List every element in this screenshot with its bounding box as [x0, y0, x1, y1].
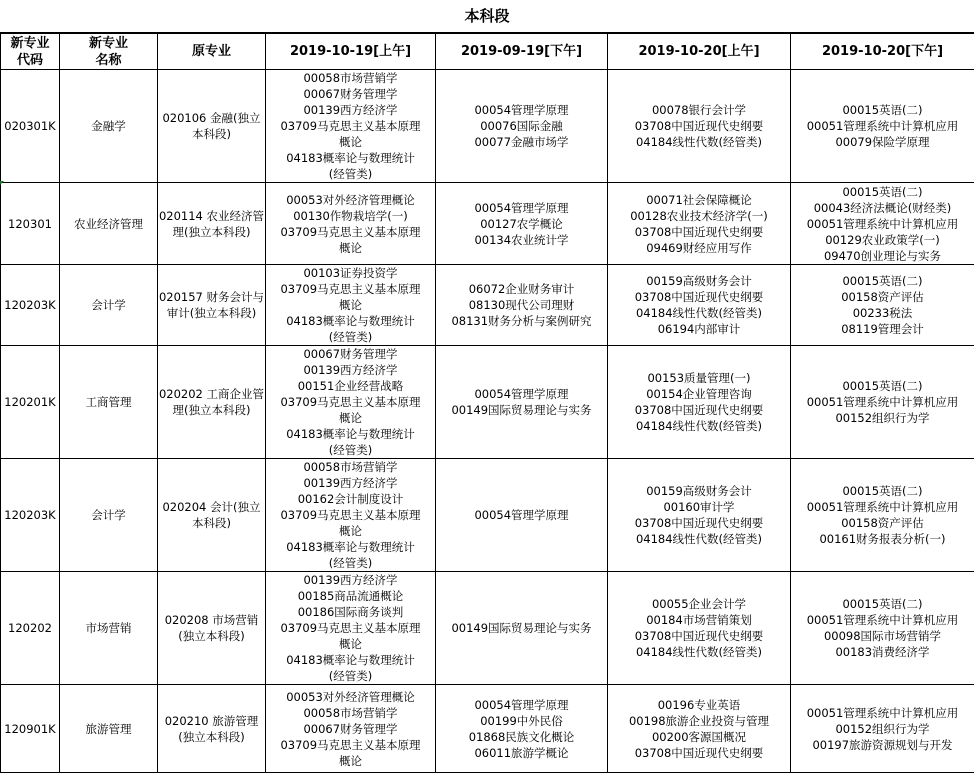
session-2-courses — [436, 346, 608, 459]
course-line: 03709马克思主义基本原理 — [266, 737, 435, 753]
course-line: 00054管理学原理 — [436, 386, 607, 402]
course-line: 00149国际贸易理论与实务 — [436, 402, 607, 418]
original-major: 020204 会计(独立本科段) — [158, 459, 266, 572]
course-line: 00015英语(二) — [791, 596, 974, 612]
new-major-code: 120201K — [1, 346, 60, 459]
course-line: 00152组织行为学 — [791, 721, 974, 737]
original-major: 020114 农业经济管理(独立本科段) — [158, 183, 266, 265]
course-line: 08131财务分析与案例研究 — [436, 313, 607, 329]
course-line: 00139西方经济学 — [266, 102, 435, 118]
new-major-name: 会计学 — [60, 265, 158, 346]
course-line: 04184线性代数(经管类) — [608, 644, 790, 660]
course-line: 00160审计学 — [608, 499, 790, 515]
course-line: 03709马克思主义基本原理 — [266, 118, 435, 134]
session-1-courses — [266, 183, 436, 265]
course-line: 00055企业会计学 — [608, 596, 790, 612]
course-line: 00053对外经济管理概论 — [266, 192, 435, 208]
course-line: 00098国际市场营销学 — [791, 628, 974, 644]
course-line: 04184线性代数(经管类) — [608, 305, 790, 321]
course-line: 00200客源国概况 — [608, 729, 790, 745]
course-line: 03709马克思主义基本原理 — [266, 224, 435, 240]
session-2-courses — [436, 183, 608, 265]
course-line: 00158资产评估 — [791, 289, 974, 305]
course-line: 00054管理学原理 — [436, 697, 607, 713]
new-major-name: 市场营销 — [60, 572, 158, 685]
header-new-name: 新专业 名称 — [60, 34, 158, 70]
header-new-code: 新专业 代码 — [1, 34, 60, 70]
session-2-courses — [436, 572, 608, 685]
course-line: 00103证券投资学 — [266, 265, 435, 281]
course-line: 04183概率论与数理统计 — [266, 426, 435, 442]
course-line: 00185商品流通概论 — [266, 588, 435, 604]
new-major-name: 会计学 — [60, 459, 158, 572]
course-line: 00054管理学原理 — [436, 200, 607, 216]
course-line: 概论 — [266, 240, 435, 256]
course-line: 03708中国近现代史纲要 — [608, 118, 790, 134]
session-4-courses — [791, 459, 974, 572]
session-1-courses — [266, 346, 436, 459]
course-line: 00139西方经济学 — [266, 572, 435, 588]
course-line: 00128农业技术经济学(一) — [608, 208, 790, 224]
course-line: 04183概率论与数理统计 — [266, 150, 435, 166]
course-line: 00015英语(二) — [791, 102, 974, 118]
course-line: 00153质量管理(一) — [608, 370, 790, 386]
original-major: 020202 工商企业管理(独立本科段) — [158, 346, 266, 459]
course-line: 00043经济法概论(财经类) — [791, 200, 974, 216]
session-2-courses — [436, 459, 608, 572]
course-line: 00071社会保障概论 — [608, 192, 790, 208]
header-session-2: 2019-09-19[下午] — [436, 34, 608, 70]
course-line: 00183消费经济学 — [791, 644, 974, 660]
course-line: 00162会计制度设计 — [266, 491, 435, 507]
course-line: 00161财务报表分析(一) — [791, 531, 974, 547]
course-line: 00154企业管理咨询 — [608, 386, 790, 402]
course-line: 00127农学概论 — [436, 216, 607, 232]
course-line: 00015英语(二) — [791, 378, 974, 394]
course-line: 概论 — [266, 753, 435, 769]
session-4-courses — [791, 685, 974, 773]
course-line: 00151企业经营战略 — [266, 378, 435, 394]
new-major-name: 旅游管理 — [60, 685, 158, 773]
course-line: 00233税法 — [791, 305, 974, 321]
course-line: 04184线性代数(经管类) — [608, 418, 790, 434]
course-line: 06072企业财务审计 — [436, 281, 607, 297]
new-major-name: 工商管理 — [60, 346, 158, 459]
course-line: 00139西方经济学 — [266, 475, 435, 491]
course-line: (经管类) — [266, 166, 435, 182]
course-line: 03709马克思主义基本原理 — [266, 394, 435, 410]
comment-marker — [0, 181, 4, 185]
course-line: 概论 — [266, 523, 435, 539]
course-line: (经管类) — [266, 555, 435, 571]
new-major-code: 120203K — [1, 265, 60, 346]
exam-schedule-table — [0, 33, 974, 773]
session-2-courses — [436, 265, 608, 346]
course-line: 03708中国近现代史纲要 — [608, 224, 790, 240]
course-line: 00199中外民俗 — [436, 713, 607, 729]
session-4-courses — [791, 183, 974, 265]
new-major-code: 120203K — [1, 459, 60, 572]
original-major: 020210 旅游管理(独立本科段) — [158, 685, 266, 773]
course-line: 00051管理系统中计算机应用 — [791, 118, 974, 134]
course-line: 00196专业英语 — [608, 697, 790, 713]
course-line: 00129农业政策学(一) — [791, 232, 974, 248]
session-2-courses — [436, 685, 608, 773]
course-line: 00198旅游企业投资与管理 — [608, 713, 790, 729]
course-line: 00078银行会计学 — [608, 102, 790, 118]
course-line: 00159高级财务会计 — [608, 483, 790, 499]
course-line: 03708中国近现代史纲要 — [608, 289, 790, 305]
course-line: 06011旅游学概论 — [436, 745, 607, 761]
course-line: 03708中国近现代史纲要 — [608, 745, 790, 761]
new-major-code: 120301 — [1, 183, 60, 265]
course-line: 04183概率论与数理统计 — [266, 539, 435, 555]
header-session-3: 2019-10-20[上午] — [608, 34, 791, 70]
course-line: 04183概率论与数理统计 — [266, 652, 435, 668]
course-line: 概论 — [266, 636, 435, 652]
course-line: 00149国际贸易理论与实务 — [436, 620, 607, 636]
session-3-courses — [608, 459, 791, 572]
session-1-courses — [266, 572, 436, 685]
course-line: 00159高级财务会计 — [608, 273, 790, 289]
course-line: 00058市场营销学 — [266, 705, 435, 721]
table-row — [1, 183, 974, 265]
session-2-courses — [436, 70, 608, 183]
table-row — [1, 346, 974, 459]
course-line: 00158资产评估 — [791, 515, 974, 531]
session-3-courses — [608, 572, 791, 685]
session-4-courses — [791, 346, 974, 459]
course-line: 03708中国近现代史纲要 — [608, 515, 790, 531]
course-line: 00051管理系统中计算机应用 — [791, 394, 974, 410]
table-row — [1, 459, 974, 572]
course-line: 00130作物栽培学(一) — [266, 208, 435, 224]
course-line: 00015英语(二) — [791, 483, 974, 499]
course-line: 00186国际商务谈判 — [266, 604, 435, 620]
session-1-courses — [266, 265, 436, 346]
table-row — [1, 70, 974, 183]
new-major-code: 120202 — [1, 572, 60, 685]
session-3-courses — [608, 685, 791, 773]
course-line: 00077金融市场学 — [436, 134, 607, 150]
course-line: 00051管理系统中计算机应用 — [791, 216, 974, 232]
course-line: 03708中国近现代史纲要 — [608, 628, 790, 644]
course-line: 概论 — [266, 410, 435, 426]
course-line: 09470创业理论与实务 — [791, 248, 974, 264]
course-line: 03708中国近现代史纲要 — [608, 402, 790, 418]
course-line: 00184市场营销策划 — [608, 612, 790, 628]
new-major-name: 金融学 — [60, 70, 158, 183]
course-line: 09469财经应用写作 — [608, 240, 790, 256]
table-row — [1, 685, 974, 773]
header-session-1: 2019-10-19[上午] — [266, 34, 436, 70]
header-row — [1, 34, 974, 70]
original-major: 020106 金融(独立本科段) — [158, 70, 266, 183]
section-title: 本科段 — [0, 0, 974, 33]
course-line: (经管类) — [266, 442, 435, 458]
course-line: 00015英语(二) — [791, 184, 974, 200]
header-original-major: 原专业 — [158, 34, 266, 70]
course-line: 00058市场营销学 — [266, 70, 435, 86]
course-line: 06194内部审计 — [608, 321, 790, 337]
session-1-courses — [266, 70, 436, 183]
course-line: 03709马克思主义基本原理 — [266, 507, 435, 523]
session-4-courses — [791, 572, 974, 685]
course-line: 00067财务管理学 — [266, 346, 435, 362]
course-line: 概论 — [266, 297, 435, 313]
course-line: 03709马克思主义基本原理 — [266, 620, 435, 636]
table-row — [1, 265, 974, 346]
course-line: 00067财务管理学 — [266, 86, 435, 102]
session-4-courses — [791, 70, 974, 183]
course-line: 04183概率论与数理统计 — [266, 313, 435, 329]
course-line: (经管类) — [266, 329, 435, 345]
course-line: 00139西方经济学 — [266, 362, 435, 378]
session-1-courses — [266, 459, 436, 572]
course-line: 08130现代公司理财 — [436, 297, 607, 313]
course-line: 00054管理学原理 — [436, 507, 607, 523]
session-3-courses — [608, 265, 791, 346]
course-line: 00054管理学原理 — [436, 102, 607, 118]
course-line: 00051管理系统中计算机应用 — [791, 612, 974, 628]
new-major-code: 020301K — [1, 70, 60, 183]
header-session-4: 2019-10-20[下午] — [791, 34, 974, 70]
table-row — [1, 572, 974, 685]
course-line: 04184线性代数(经管类) — [608, 134, 790, 150]
course-line: 01868民族文化概论 — [436, 729, 607, 745]
new-major-name: 农业经济管理 — [60, 183, 158, 265]
course-line: 00051管理系统中计算机应用 — [791, 705, 974, 721]
session-3-courses — [608, 346, 791, 459]
course-line: 00015英语(二) — [791, 273, 974, 289]
course-line: 00079保险学原理 — [791, 134, 974, 150]
session-3-courses — [608, 70, 791, 183]
course-line: 00076国际金融 — [436, 118, 607, 134]
course-line: 00051管理系统中计算机应用 — [791, 499, 974, 515]
course-line: 08119管理会计 — [791, 321, 974, 337]
new-major-code: 120901K — [1, 685, 60, 773]
original-major: 020208 市场营销(独立本科段) — [158, 572, 266, 685]
course-line: 概论 — [266, 134, 435, 150]
course-line: 00197旅游资源规划与开发 — [791, 737, 974, 753]
session-4-courses — [791, 265, 974, 346]
course-line: 04184线性代数(经管类) — [608, 531, 790, 547]
course-line: 00152组织行为学 — [791, 410, 974, 426]
course-line: 03709马克思主义基本原理 — [266, 281, 435, 297]
course-line: 00058市场营销学 — [266, 459, 435, 475]
session-3-courses — [608, 183, 791, 265]
course-line: 00067财务管理学 — [266, 721, 435, 737]
course-line: 00134农业统计学 — [436, 232, 607, 248]
course-line: (经管类) — [266, 668, 435, 684]
course-line: 00053对外经济管理概论 — [266, 689, 435, 705]
session-1-courses — [266, 685, 436, 773]
original-major: 020157 财务会计与审计(独立本科段) — [158, 265, 266, 346]
